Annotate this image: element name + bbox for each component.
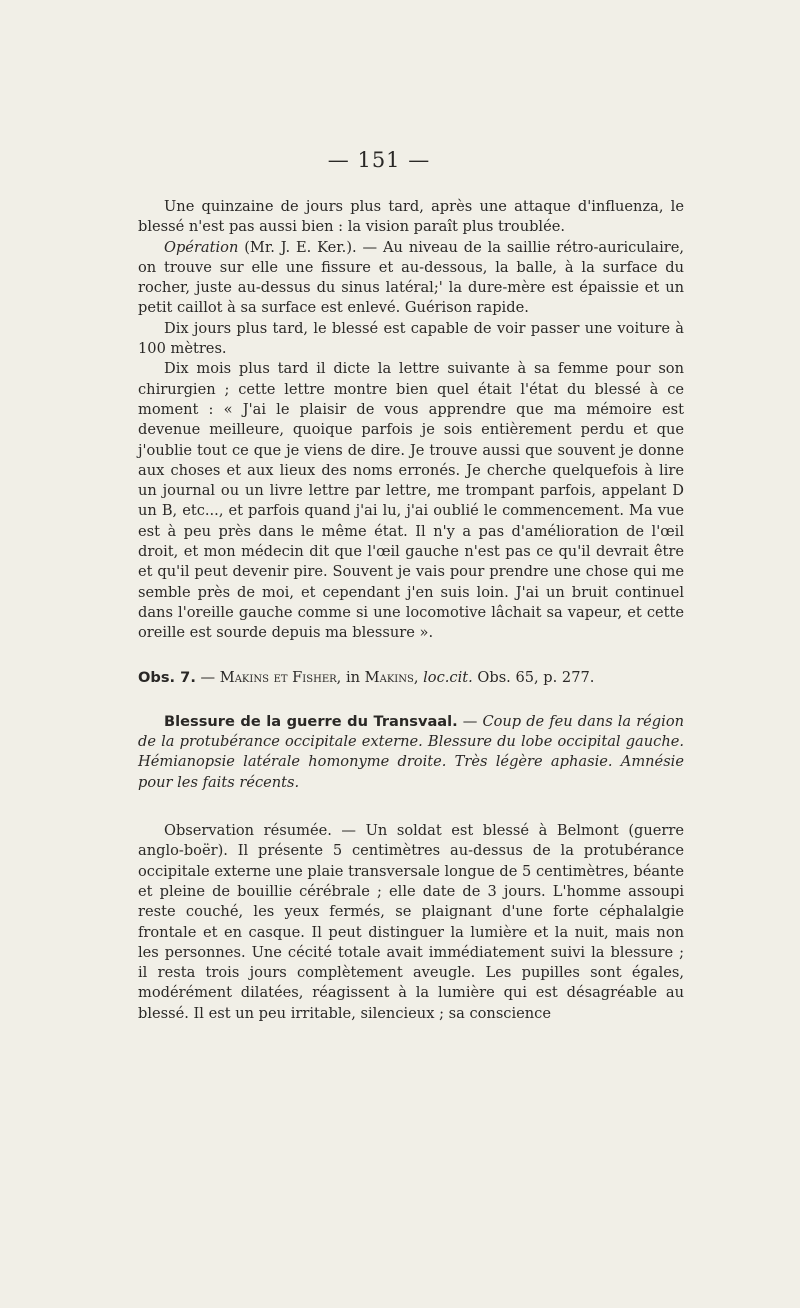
case-dash: —	[457, 712, 483, 730]
observation-ref: Obs. 65, p. 277.	[472, 668, 595, 686]
case-subtitle: Coup de feu dans la région de la protubérance occipitale externe. Blessure du lobe occipital gauche. Hémianopsie latérale homonyme droite. Très légère aphasie. Amnésie pour les faits récents.	[138, 712, 684, 791]
paragraph-influenza: Une quinzaine de jours plus tard, après une attaque d'influenza, le blessé n'est pas aussi bien : la vision paraît plus troublée.	[138, 198, 684, 236]
paragraph-summary: Observation résumée. — Un soldat est blessé à Belmont (guerre anglo-boër). Il présente 5 centimètres au-dessus de la protubérance occipitale externe une plaie transversale longue de 5 centimètres, béante et pleine de bouillie cérébrale ; elle date de 3 jours. L'homme assoupi reste couché, les yeux fermés, se plaignant d'une forte céphalalgie frontale et en casque. Il peut distinguer la lumière et la nuit, mais non les personnes. Une cécité totale avait immédiatement suivi la blessure ; il resta trois jours complètement aveugle. Les pupilles sont égales, modérément dilatées, réagissent à la lumière qui est désagréable au blessé. Il est un peu irritable, silencieux ; sa conscience	[138, 822, 684, 1022]
observation-in: , in	[336, 668, 365, 686]
paragraph-operation	[138, 238, 684, 319]
operation-label: Opération	[164, 238, 239, 256]
page-number: — 151 —	[327, 148, 431, 172]
observation-loc: loc.cit.	[423, 668, 473, 686]
observation-author2: Makins	[364, 668, 414, 686]
case-title: Blessure de la guerre du Transvaal.	[164, 712, 458, 730]
observation-comma: ,	[413, 668, 424, 686]
observation-reference	[138, 668, 684, 688]
book-page	[138, 0, 684, 1308]
body-text	[138, 197, 684, 1024]
observation-authors: Makins et Fisher	[219, 668, 337, 686]
case-heading	[138, 712, 684, 793]
operation-text: (Mr. J. E. Ker.). — Au niveau de la saillie rétro-auriculaire, on trouve sur elle une fissure et au-dessous, la balle, à la surface du rocher, juste au-dessus du sinus latéral;' la dure-mère est épaissie et un petit caillot à sa surface est enlevé. Guérison rapide.	[138, 238, 684, 317]
paragraph-ten-days: Dix jours plus tard, le blessé est capable de voir passer une voiture à 100 mètres.	[138, 319, 684, 358]
observation-label: Obs. 7.	[138, 668, 196, 686]
paragraph-letter: Dix mois plus tard il dicte la lettre suivante à sa femme pour son chirurgien ; cette lettre montre bien quel était l'état du blessé à ce moment : « J'ai le plaisir de vous apprendre que ma mémoire est devenue meilleure, quoique parfois je sois entièrement perdu et que j'oublie tout ce que je viens de dire. Je trouve aussi que souvent je donne aux choses et aux lieux des noms erronés. Je cherche quelquefois à lire un journal ou un livre lettre par lettre, me trompant parfois, appelant D un B, etc..., et parfois quand j'ai lu, j'ai oublié le commencement. Ma vue est à peu près dans le même état. Il n'y a pas d'amélioration de l'œil droit, et mon médecin dit que l'œil gauche n'est pas ce qu'il devrait être et qu'il peut devenir pire. Souvent je vais pour prendre une chose qui me semble près de moi, et cependant j'en suis loin. J'ai un bruit continuel dans l'oreille gauche comme si une locomotive lâchait sa vapeur, et cette oreille est sourde depuis ma blessure ».	[138, 360, 684, 642]
observation-dash: —	[195, 668, 220, 686]
